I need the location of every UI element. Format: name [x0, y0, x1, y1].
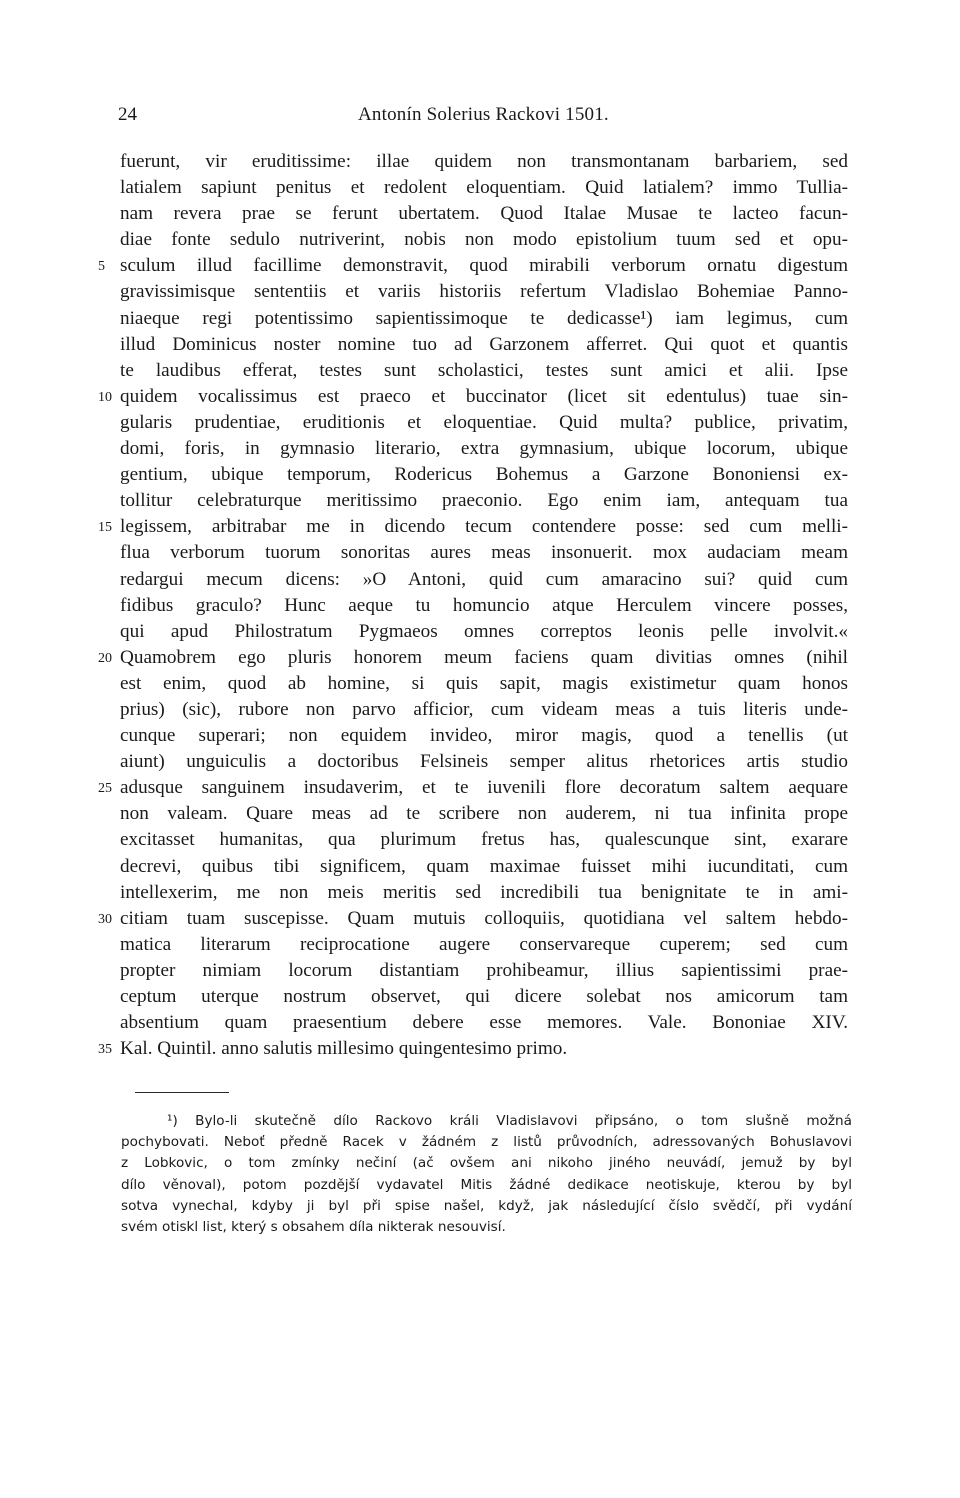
text-line: [120, 697, 848, 723]
text-line: [98, 775, 848, 801]
text-line: [120, 540, 848, 566]
text-line: [120, 436, 848, 462]
line-text: excitasset humanitas, qua plurimum fretus has, qualescunque sint, exarare: [120, 829, 848, 851]
text-line: [98, 906, 848, 932]
text-line: [120, 462, 848, 488]
line-number: 25: [98, 781, 112, 797]
text-line: [120, 306, 848, 332]
line-text: tollitur celebraturque meritissimo praeconio. Ego enim iam, antequam tua: [120, 490, 848, 512]
line-text: matica literarum reciprocatione augere conservareque cuperem; sed cum: [120, 933, 848, 955]
page-header: [118, 104, 848, 130]
footnote-divider: [135, 1092, 229, 1093]
footnote-line: z Lobkovic, o tom zmínky nečiní (ač ovšem ani nikoho jiného neuvádí, jemuž by byl: [121, 1155, 852, 1172]
text-line: [120, 201, 848, 227]
footnote: [121, 1111, 852, 1238]
footnote-line: sotva vynechal, kdyby ji byl při spise našel, když, jak následující číslo svědčí, při vydání: [121, 1197, 852, 1214]
text-line: [120, 567, 848, 593]
text-line: [120, 984, 848, 1010]
text-line: [120, 958, 848, 984]
text-line: [120, 332, 848, 358]
line-text: Kal. Quintil. anno salutis millesimo quingentesimo primo.: [120, 1038, 568, 1060]
text-line: [120, 880, 848, 906]
line-number: 10: [98, 389, 112, 405]
line-text: flua verborum tuorum sonoritas aures meas insonuerit. mox audaciam meam: [120, 542, 848, 564]
line-text: aiunt) unguiculis a doctoribus Felsineis semper alitus rhetorices artis studio: [120, 751, 848, 773]
text-line: [120, 671, 848, 697]
main-text: [98, 149, 848, 1062]
line-text: prius) (sic), rubore non parvo afficior, cum videam meas a tuis literis unde-: [120, 698, 848, 720]
footnote-line: pochybovati. Neboť předně Racek v žádném z listů průvodních, adressovaných Bohuslavovi: [121, 1134, 852, 1151]
line-text: non valeam. Quare meas ad te scribere non auderem, ni tua infinita prope: [120, 803, 848, 825]
line-text: te laudibus efferat, testes sunt scholastici, testes sunt amici et alii. Ipse: [120, 359, 848, 381]
text-line: [120, 619, 848, 645]
text-line: [98, 1036, 848, 1062]
text-line: [120, 175, 848, 201]
line-number: 15: [98, 520, 112, 536]
line-text: legissem, arbitrabar me in dicendo tecum contendere posse: sed cum melli-: [120, 516, 848, 538]
line-text: absentium quam praesentium debere esse memores. Vale. Bononiae XIV.: [120, 1012, 848, 1034]
line-text: Quamobrem ego pluris honorem meum faciens quam divitias omnes (nihil: [120, 646, 848, 668]
line-number: 30: [98, 911, 112, 927]
text-line: [98, 384, 848, 410]
line-text: intellexerim, me non meis meritis sed incredibili tua benignitate te in ami-: [120, 881, 848, 903]
footnote-line: svém otiskl list, který s obsahem díla nikterak nesouvisí.: [121, 1218, 506, 1235]
text-line: [98, 645, 848, 671]
line-text: fidibus graculo? Hunc aeque tu homuncio atque Herculem vincere posses,: [120, 594, 848, 616]
line-text: redargui mecum dicens: »O Antoni, quid cum amaracino sui? quid cum: [120, 568, 848, 590]
line-text: domi, foris, in gymnasio literario, extra gymnasium, ubique locorum, ubique: [120, 438, 848, 460]
line-text: niaeque regi potentissimo sapientissimoque te dedicasse¹) iam legimus, cum: [120, 307, 848, 329]
text-line: [120, 854, 848, 880]
line-text: quidem vocalissimus est praeco et buccinator (licet sit edentulus) tuae sin-: [120, 385, 848, 407]
line-text: fuerunt, vir eruditissime: illae quidem non transmontanam barbariem, sed: [120, 151, 848, 172]
line-text: ceptum uterque nostrum observet, qui dicere solebat nos amicorum tam: [120, 986, 848, 1007]
text-line: [120, 358, 848, 384]
page-number: 24: [118, 104, 137, 125]
line-text: est enim, quod ab homine, si quis sapit, magis existimetur quam honos: [120, 672, 848, 694]
line-text: sculum illud facillime demonstravit, quod mirabili verborum ornatu digestum: [120, 255, 848, 277]
text-line: [120, 410, 848, 436]
text-line: [120, 801, 848, 827]
line-text: gravissimisque sententiis et variis historiis refertum Vladislao Bohemiae Panno-: [120, 281, 848, 303]
text-line: [120, 723, 848, 749]
text-line: [120, 749, 848, 775]
line-text: decrevi, quibus tibi significem, quam maximae fuisset mihi iucunditati, cum: [120, 855, 848, 877]
line-text: citiam tuam suscepisse. Quam mutuis colloquiis, quotidiana vel saltem hebdo-: [120, 907, 848, 929]
text-line: [120, 488, 848, 514]
line-text: gentium, ubique temporum, Rodericus Bohemus a Garzone Bononiensi ex-: [120, 464, 848, 486]
line-text: gularis prudentiae, eruditionis et eloquentiae. Quid multa? publice, privatim,: [120, 411, 848, 433]
footnote-line: dílo věnoval), potom pozdější vydavatel Mitis žádné dedikace neotiskuje, kterou by byl: [121, 1176, 852, 1193]
line-text: illud Dominicus noster nomine tuo ad Garzonem afferret. Qui quot et quantis: [120, 333, 848, 355]
line-text: propter nimiam locorum distantiam prohibeamur, illius sapientissimi prae-: [120, 959, 848, 981]
line-number: 5: [98, 259, 105, 275]
line-text: qui apud Philostratum Pygmaeos omnes correptos leonis pelle involvit.«: [120, 620, 848, 642]
text-line: [98, 514, 848, 540]
line-text: cunque superari; non equidem invideo, miror magis, quod a tenellis (ut: [120, 725, 848, 747]
running-title: Antonín Solerius Rackovi 1501.: [358, 104, 609, 125]
text-line: [120, 827, 848, 853]
text-line: [120, 1010, 848, 1036]
line-number: 35: [98, 1042, 112, 1058]
line-number: 20: [98, 650, 112, 666]
text-line: [120, 227, 848, 253]
line-text: nam revera prae se ferunt ubertatem. Quod Italae Musae te lacteo facun-: [120, 203, 848, 225]
text-line: [98, 253, 848, 279]
line-text: adusque sanguinem insudaverim, et te iuvenili flore decoratum saltem aequare: [120, 777, 848, 799]
text-line: [120, 149, 848, 175]
text-line: [120, 932, 848, 958]
line-text: diae fonte sedulo nutriverint, nobis non modo epistolium tuum sed et opu-: [120, 229, 848, 251]
text-line: [120, 279, 848, 305]
line-text: latialem sapiunt penitus et redolent eloquentiam. Quid latialem? immo Tullia-: [120, 177, 848, 199]
footnote-line: ¹) Bylo-li skutečně dílo Rackovo králi Vladislavovi připsáno, o tom slušně možná: [167, 1113, 852, 1129]
text-line: [120, 593, 848, 619]
